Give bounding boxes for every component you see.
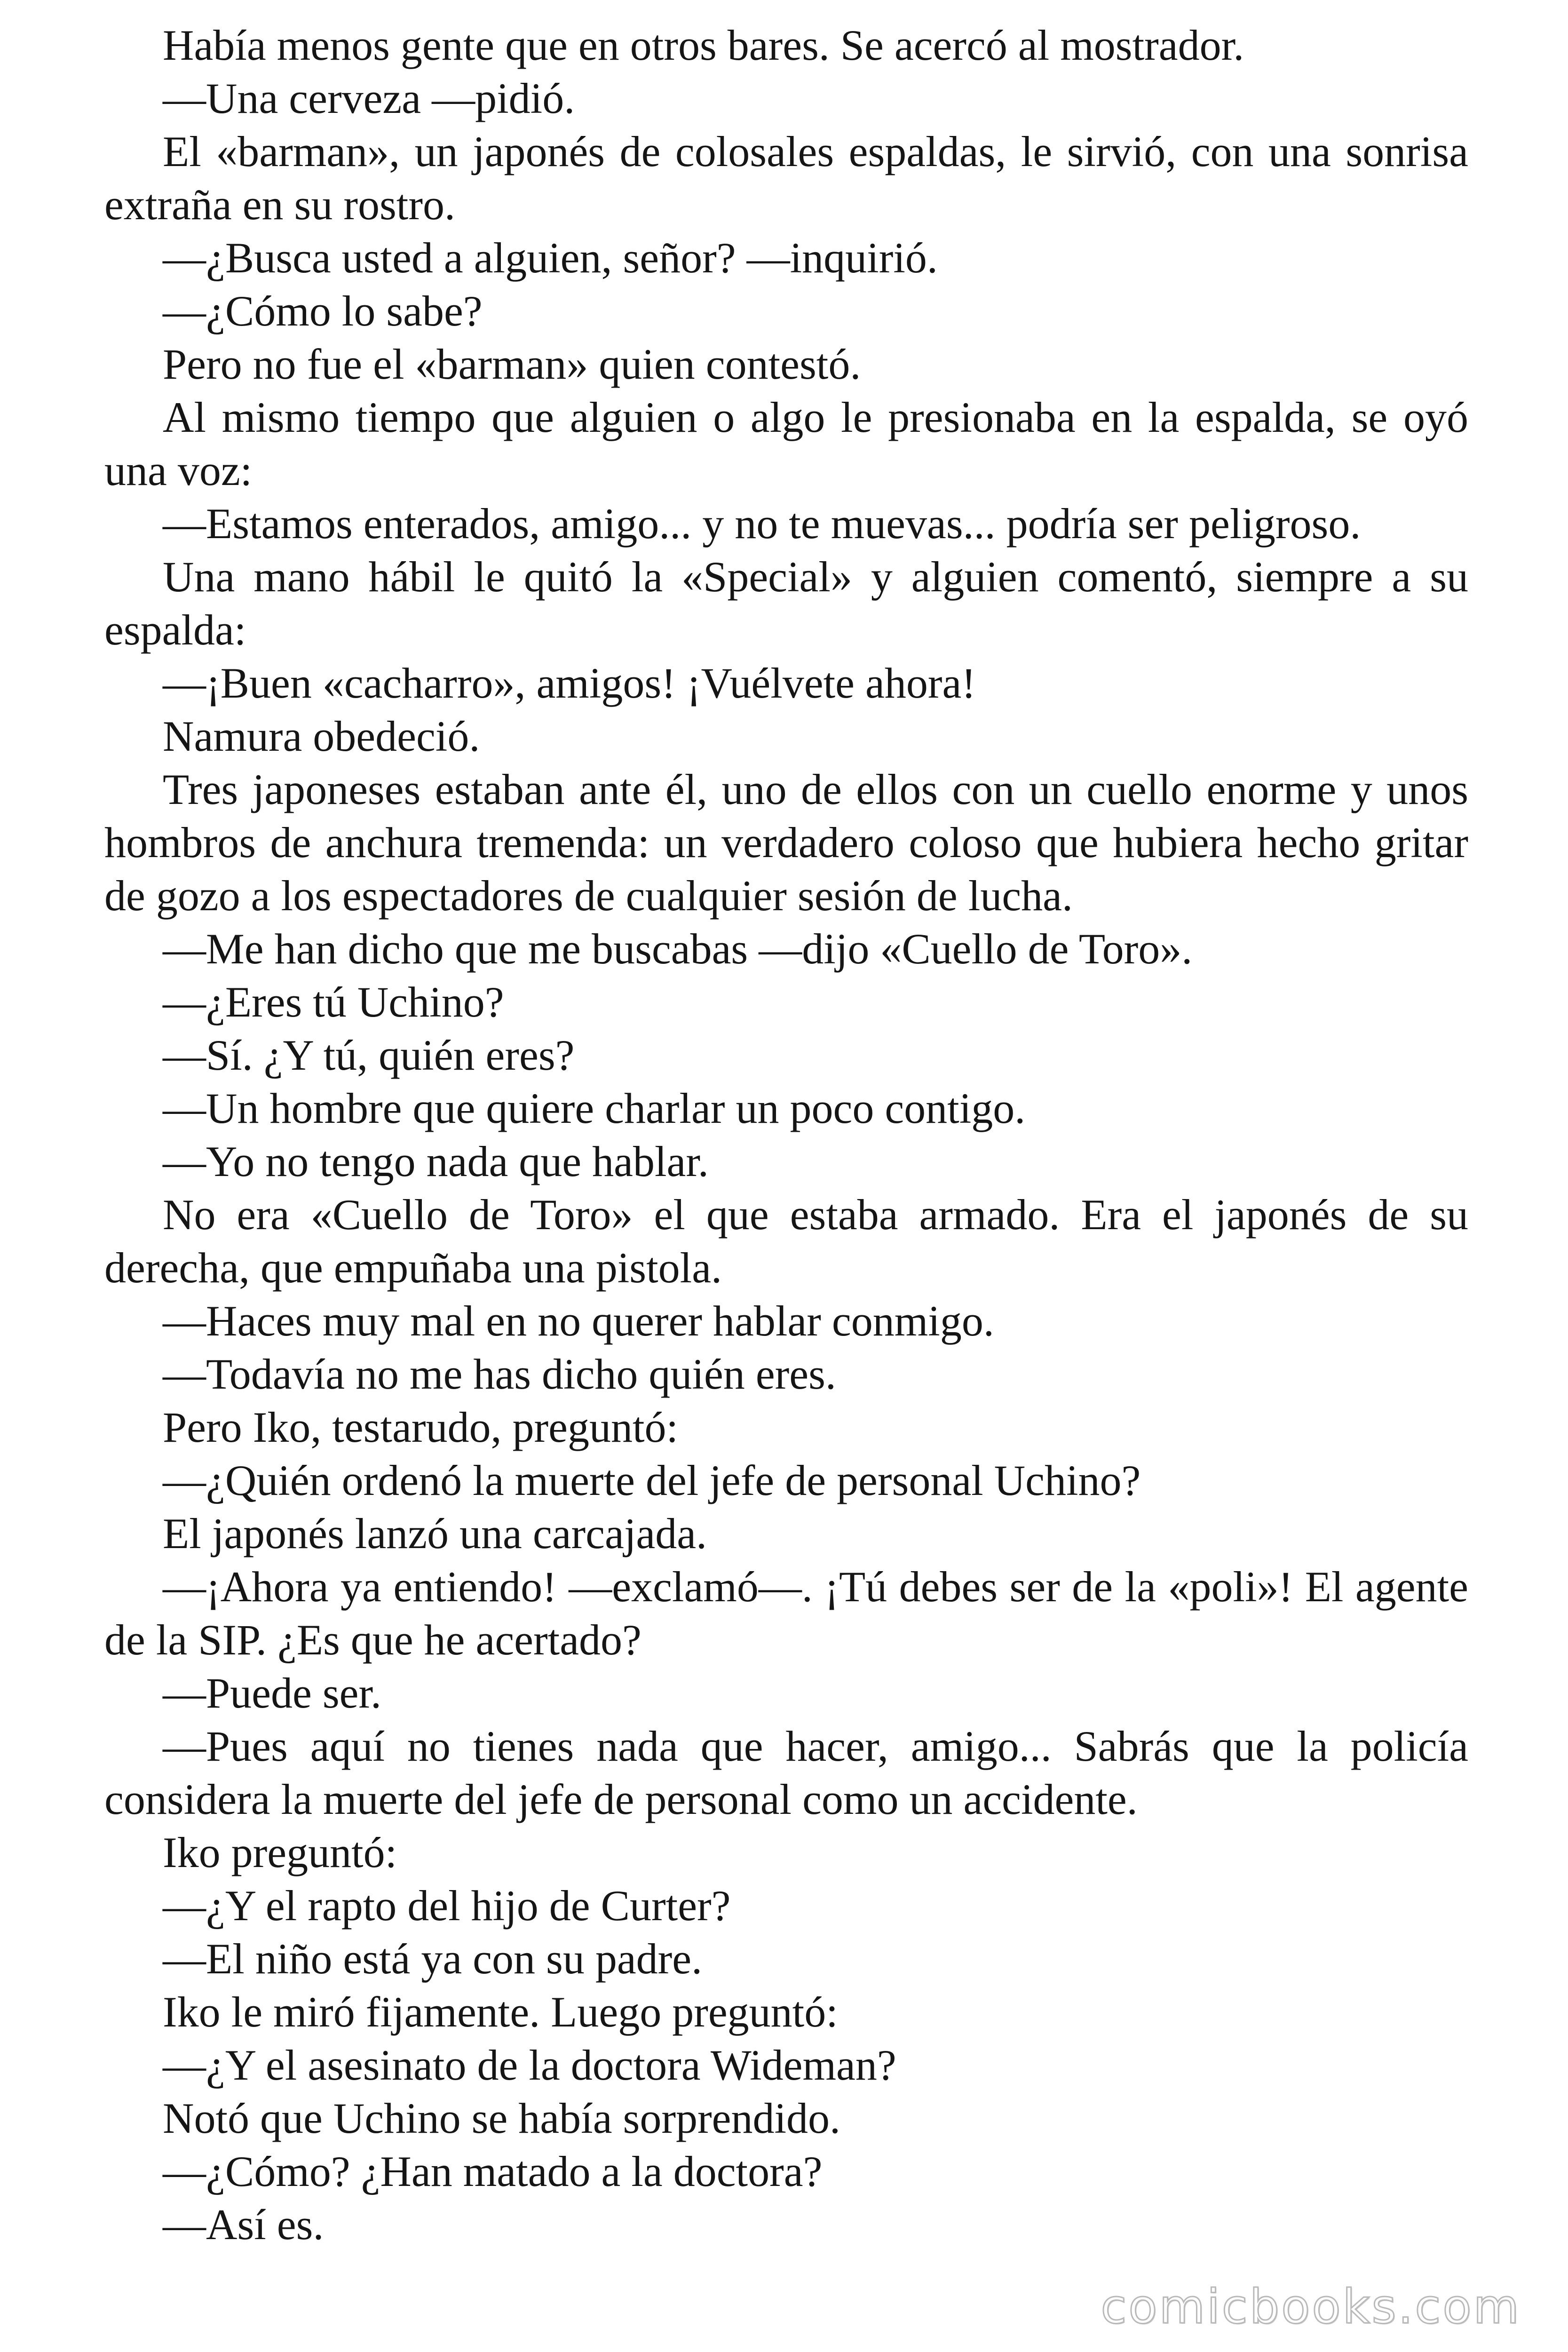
paragraph: —¿Busca usted a alguien, señor? —inquirió. <box>163 234 938 282</box>
paragraph: —Yo no tengo nada que hablar. <box>163 1137 709 1185</box>
paragraph: El japonés lanzó una carcajada. <box>163 1510 707 1557</box>
paragraph: —Haces muy mal en no querer hablar conmigo. <box>163 1297 994 1345</box>
paragraph: —Pues aquí no tienes nada que hacer, amigo... Sabrás que la policía considera la muerte del jefe de personal como un accidente. <box>104 1722 1468 1823</box>
paragraph: —Sí. ¿Y tú, quién eres? <box>163 1031 575 1079</box>
paragraph: —¿Y el rapto del hijo de Curter? <box>163 1882 731 1930</box>
paragraph: Pero Iko, testarudo, preguntó: <box>163 1403 679 1451</box>
paragraph: —El niño está ya con su padre. <box>163 1935 703 1983</box>
paragraph: Namura obedeció. <box>163 712 480 760</box>
paragraph: Iko le miró fijamente. Luego preguntó: <box>163 1988 838 2036</box>
watermark: comicbooks.com <box>1101 2279 1521 2334</box>
paragraph: Una mano hábil le quitó la «Special» y alguien comentó, siempre a su espalda: <box>104 553 1468 654</box>
paragraph: —¡Buen «cacharro», amigos! ¡Vuélvete ahora! <box>163 659 976 707</box>
paragraph: —Estamos enterados, amigo... y no te muevas... podría ser peligroso. <box>163 500 1361 548</box>
paragraph: —¡Ahora ya entiendo! —exclamó—. ¡Tú debes ser de la «poli»! El agente de la SIP. ¿Es que he acertado? <box>104 1563 1468 1664</box>
paragraph: —¿Cómo? ¿Han matado a la doctora? <box>163 2147 823 2195</box>
paragraph: —Una cerveza —pidió. <box>163 74 575 122</box>
paragraph: El «barman», un japonés de colosales espaldas, le sirvió, con una sonrisa extraña en su rostro. <box>104 127 1468 229</box>
paragraph: Pero no fue el «barman» quien contestó. <box>163 340 861 388</box>
paragraph: —Puede ser. <box>163 1669 382 1717</box>
paragraph: —¿Cómo lo sabe? <box>163 287 483 335</box>
paragraph: —Todavía no me has dicho quién eres. <box>163 1350 836 1398</box>
paragraph: —Así es. <box>163 2201 324 2249</box>
paragraph: —¿Y el asesinato de la doctora Wideman? <box>163 2041 896 2089</box>
paragraph: No era «Cuello de Toro» el que estaba armado. Era el japonés de su derecha, que empuñaba una pistola. <box>104 1191 1468 1292</box>
paragraph: Notó que Uchino se había sorprendido. <box>163 2094 841 2142</box>
page-body <box>104 19 1468 2251</box>
paragraph: —¿Quién ordenó la muerte del jefe de personal Uchino? <box>163 1456 1141 1504</box>
paragraph: Al mismo tiempo que alguien o algo le presionaba en la espalda, se oyó una voz: <box>104 393 1468 494</box>
paragraph: Iko preguntó: <box>163 1828 397 1876</box>
paragraph: —Un hombre que quiere charlar un poco contigo. <box>163 1084 1026 1132</box>
paragraph: —¿Eres tú Uchino? <box>163 978 504 1026</box>
paragraph: —Me han dicho que me buscabas —dijo «Cuello de Toro». <box>163 925 1193 973</box>
paragraph: Tres japoneses estaban ante él, uno de ellos con un cuello enorme y unos hombros de anchura tremenda: un verdadero coloso que hubiera hecho gritar de gozo a los espectadores de cualquier sesión de lucha. <box>104 765 1468 920</box>
paragraph: Había menos gente que en otros bares. Se acercó al mostrador. <box>163 21 1244 69</box>
